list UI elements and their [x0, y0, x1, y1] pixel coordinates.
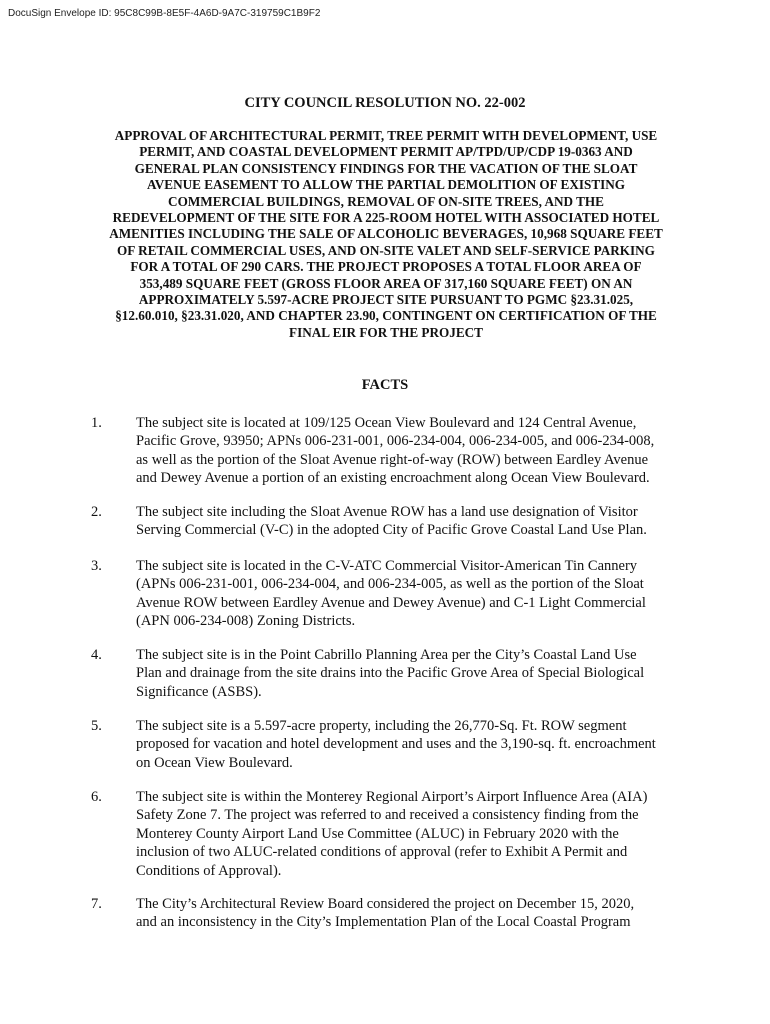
fact-text: The subject site including the Sloat Avenue ROW has a land use designation of Visitor Serving Commercial (V-C) in the adopted City of Pacific Grove Coastal Land Use Plan.	[136, 504, 647, 539]
fact-text: The subject site is located in the C-V-ATC Commercial Visitor-American Tin Cannery (APNs 006-231-001, 006-234-004, and 006-234-005, as well as the portion of the Sloat Avenue ROW between Eardley Avenue and Dewey Avenue) and C-1 Light Commercial (APN 006-234-008) Zoning Districts.	[136, 558, 646, 630]
fact-number: 2.	[91, 504, 102, 520]
fact-number: 7.	[91, 896, 102, 912]
fact-number: 4.	[91, 647, 102, 663]
fact-text: The subject site is in the Point Cabrillo Planning Area per the City’s Coastal Land Use Plan and drainage from the site drains into the Pacific Grove Area of Special Biological Significance (ASBS).	[136, 647, 645, 700]
fact-number: 3.	[91, 558, 102, 574]
facts-heading: FACTS	[361, 377, 409, 393]
fact-number: 5.	[91, 718, 102, 734]
fact-text: The subject site is within the Monterey Regional Airport’s Airport Influence Area (AIA) Safety Zone 7. The project was referred to and received a consistency finding from the Monterey County Airport Land Use Committee (ALUC) in February 2020 with the inclusion of two ALUC-related conditions of approval (refer to Exhibit A Permit and Conditions of Approval).	[136, 789, 648, 879]
fact-text: The City’s Architectural Review Board considered the project on December 15, 2020, and an inconsistency in the City’s Implementation Plan of the Local Coastal Program	[136, 896, 635, 931]
fact-number: 1.	[91, 415, 102, 431]
fact-text: The subject site is a 5.597-acre property, including the 26,770-Sq. Ft. ROW segment proposed for vacation and hotel development and uses and the 3,190-sq. ft. encroachment on Ocean View Boulevard.	[136, 718, 656, 771]
docusign-envelope-id: DocuSign Envelope ID: 95C8C99B-8E5F-4A6D-9A7C-319759C1B9F2	[8, 8, 321, 19]
resolution-title: CITY COUNCIL RESOLUTION NO. 22-002	[244, 95, 526, 111]
fact-text: The subject site is located at 109/125 Ocean View Boulevard and 124 Central Avenue, Pacific Grove, 93950; APNs 006-231-001, 006-234-004, 006-234-005, and 006-234-008, as well as the portion of the Sloat Avenue right-of-way (ROW) between Eardley Avenue and Dewey Avenue a portion of an existing encroachment along Ocean View Boulevard.	[136, 415, 655, 487]
fact-number: 6.	[91, 789, 102, 805]
resolution-subject: APPROVAL OF ARCHITECTURAL PERMIT, TREE PERMIT WITH DEVELOPMENT, USE PERMIT, AND COASTAL DEVELOPMENT PERMIT AP/TPD/UP/CDP 19-0363 AND GENERAL PLAN CONSISTENCY FINDINGS FOR THE VACATION OF THE SLOAT AVENUE EASEMENT TO ALLOW THE PARTIAL DEMOLITION OF EXISTING COMMERCIAL BUILDINGS, REMOVAL OF ON-SITE TREES, AND THE REDEVELOPMENT OF THE SITE FOR A 225-ROOM HOTEL WITH ASSOCIATED HOTEL AMENITIES INCLUDING THE SALE OF ALCOHOLIC BEVERAGES, 10,968 SQUARE FEET OF RETAIL COMMERCIAL USES, AND ON-SITE VALET AND SELF-SERVICE PARKING FOR A TOTAL OF 290 CARS. THE PROJECT PROPOSES A TOTAL FLOOR AREA OF 353,489 SQUARE FEET (GROSS FLOOR AREA OF 317,160 SQUARE FEET) ON AN APPROXIMATELY 5.597-ACRE PROJECT SITE PURSUANT TO PGMC §23.31.025, §12.60.010, §23.31.020, AND CHAPTER 23.90, CONTINGENT ON CERTIFICATION OF THE FINAL EIR FOR THE PROJECT	[109, 128, 663, 340]
